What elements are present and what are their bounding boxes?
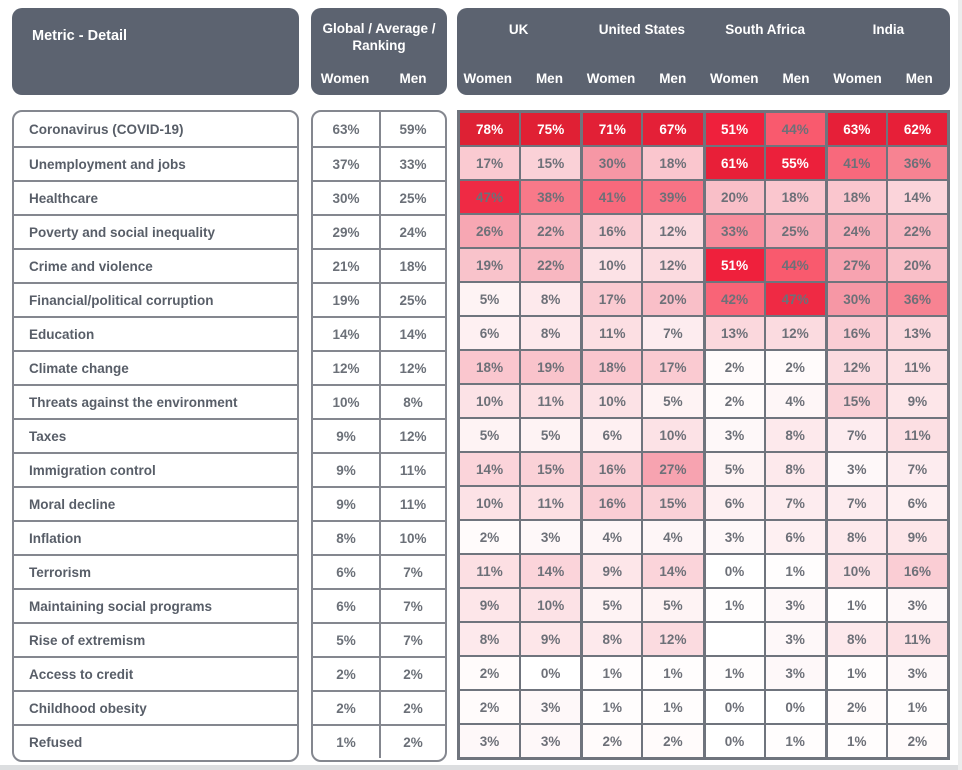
heat-cell: 62% — [887, 112, 948, 146]
global-value-cell: 8% — [379, 384, 445, 418]
metric-label: Crime and violence — [14, 248, 297, 282]
metric-label: Coronavirus (COVID-19) — [29, 121, 184, 137]
heat-cell: 8% — [826, 520, 887, 554]
metric-label: Maintaining social programs — [14, 588, 297, 622]
heat-cell: 7% — [765, 486, 826, 520]
heat-cell: 5% — [581, 588, 642, 622]
heat-cell: 44% — [765, 112, 826, 146]
global-value-cell: 12% — [379, 418, 445, 452]
heat-cell: 0% — [704, 724, 765, 758]
heat-cell: 22% — [520, 248, 581, 282]
scan-edge-right — [958, 0, 962, 770]
metric-label: Terrorism — [14, 554, 297, 588]
heat-cell: 1% — [704, 588, 765, 622]
global-value-cell: 21% — [313, 248, 379, 282]
metric-label: Refused — [14, 724, 297, 758]
heat-cell: 26% — [459, 214, 520, 248]
heat-cell: 9% — [887, 384, 948, 418]
heat-cell: 71% — [581, 112, 642, 146]
heat-cell: 14% — [520, 554, 581, 588]
heat-cell: 11% — [887, 350, 948, 384]
heat-cell: 16% — [581, 452, 642, 486]
heat-cell: 5% — [520, 418, 581, 452]
heat-cell: 25% — [765, 214, 826, 248]
heat-cell: 1% — [826, 724, 887, 758]
heat-cell: 19% — [520, 350, 581, 384]
heat-cell: 17% — [642, 350, 703, 384]
metric-label: Financial/political corruption — [14, 282, 297, 316]
heat-cell: 9% — [459, 588, 520, 622]
heat-cell: 4% — [581, 520, 642, 554]
global-value-cell: 25% — [379, 180, 445, 214]
heat-cell: 1% — [642, 690, 703, 724]
global-value-cell: 12% — [313, 350, 379, 384]
scan-edge-bottom — [0, 765, 962, 770]
global-header-line1: Global / Average / — [322, 21, 436, 36]
global-value-cell: 11% — [379, 486, 445, 520]
heat-cell: 67% — [642, 112, 703, 146]
heat-cell: 33% — [704, 214, 765, 248]
heat-cell: 12% — [826, 350, 887, 384]
heat-cell: 7% — [887, 452, 948, 486]
heat-cell: 8% — [765, 452, 826, 486]
heat-cell: 4% — [642, 520, 703, 554]
heat-cell: 22% — [520, 214, 581, 248]
heat-cell: 30% — [581, 146, 642, 180]
heat-cell: 3% — [459, 724, 520, 758]
heat-cell: 3% — [765, 656, 826, 690]
heat-cell: 1% — [581, 656, 642, 690]
global-value-cell: 6% — [313, 588, 379, 622]
heat-cell: 2% — [826, 690, 887, 724]
heat-cell: 0% — [704, 690, 765, 724]
heat-cell: 12% — [642, 248, 703, 282]
heat-cell: 11% — [887, 622, 948, 656]
heat-cell: 6% — [704, 486, 765, 520]
heat-cell: 11% — [520, 384, 581, 418]
heat-cell: 5% — [704, 452, 765, 486]
global-value-cell: 2% — [313, 656, 379, 690]
heat-cell: 17% — [459, 146, 520, 180]
heat-cell: 10% — [581, 384, 642, 418]
heat-cell: 0% — [520, 656, 581, 690]
heat-cell: 0% — [704, 554, 765, 588]
global-value-cell: 9% — [313, 452, 379, 486]
global-value-cell: 9% — [313, 418, 379, 452]
heat-cell: 18% — [826, 180, 887, 214]
heat-cell: 10% — [581, 248, 642, 282]
heat-cell: 10% — [520, 588, 581, 622]
metric-header-card — [12, 8, 299, 95]
heat-cell: 16% — [826, 316, 887, 350]
metric-label: Healthcare — [14, 180, 297, 214]
heat-cell: 2% — [581, 724, 642, 758]
global-value-cell: 33% — [379, 146, 445, 180]
metric-label: Inflation — [14, 520, 297, 554]
heat-cell: 13% — [704, 316, 765, 350]
heat-cell: 7% — [826, 418, 887, 452]
gender-label: Men — [905, 71, 933, 86]
heat-cell: 7% — [826, 486, 887, 520]
heat-cell: 39% — [642, 180, 703, 214]
heat-cell: 2% — [887, 724, 948, 758]
heat-cell: 4% — [765, 384, 826, 418]
country-label-uk: UK — [508, 22, 529, 37]
heat-cell: 3% — [520, 724, 581, 758]
metric-label: Taxes — [14, 418, 297, 452]
heat-cell: 6% — [459, 316, 520, 350]
heat-cell: 2% — [704, 350, 765, 384]
metric-label: Immigration control — [14, 452, 297, 486]
heat-cell: 15% — [520, 452, 581, 486]
heat-cell: 20% — [704, 180, 765, 214]
global-header-card — [311, 8, 447, 95]
gender-label: Women — [833, 71, 882, 86]
heat-cell: 3% — [704, 418, 765, 452]
heat-cell: 3% — [765, 622, 826, 656]
heat-cell: 16% — [581, 486, 642, 520]
global-value-cell: 37% — [313, 146, 379, 180]
metric-label: Climate change — [14, 350, 297, 384]
heat-cell: 8% — [520, 282, 581, 316]
metric-list — [12, 110, 299, 762]
metric-label: Education — [14, 316, 297, 350]
heat-cell: 8% — [826, 622, 887, 656]
global-value-cell: 2% — [379, 724, 445, 758]
heat-cell: 51% — [704, 248, 765, 282]
global-value-cell: 10% — [313, 384, 379, 418]
heat-cell: 2% — [459, 656, 520, 690]
heat-cell: 6% — [887, 486, 948, 520]
heat-cell: 22% — [887, 214, 948, 248]
global-values-panel — [311, 110, 447, 762]
heat-cell: 42% — [704, 282, 765, 316]
heat-cell: 1% — [765, 554, 826, 588]
global-value-cell: 30% — [313, 180, 379, 214]
heat-cell: 61% — [704, 146, 765, 180]
heat-cell: 6% — [765, 520, 826, 554]
heat-cell: 1% — [887, 690, 948, 724]
gender-label: Men — [782, 71, 810, 86]
metric-label: Moral decline — [14, 486, 297, 520]
heat-cell: 16% — [887, 554, 948, 588]
heat-cell: 3% — [520, 520, 581, 554]
gender-label: Men — [659, 71, 687, 86]
heat-cell: 18% — [459, 350, 520, 384]
heat-cell: 19% — [459, 248, 520, 282]
heat-cell: 12% — [642, 622, 703, 656]
heat-cell: 1% — [826, 656, 887, 690]
heat-cell: 44% — [765, 248, 826, 282]
country-label-united-states: United States — [598, 22, 686, 37]
global-value-cell: 12% — [379, 350, 445, 384]
heat-cell: 47% — [765, 282, 826, 316]
global-value-cell: 19% — [313, 282, 379, 316]
global-value-cell: 14% — [379, 316, 445, 350]
heat-cell: 12% — [765, 316, 826, 350]
global-value-cell: 25% — [379, 282, 445, 316]
heat-cell: 2% — [704, 384, 765, 418]
heat-cell: 16% — [581, 214, 642, 248]
global-value-cell: 7% — [379, 588, 445, 622]
heat-cell: 1% — [642, 656, 703, 690]
country-gender-row — [457, 71, 950, 86]
heat-cell — [704, 622, 765, 656]
heat-cell: 15% — [642, 486, 703, 520]
heat-cell: 2% — [459, 520, 520, 554]
countries-header-card — [457, 8, 950, 95]
heat-cell: 11% — [581, 316, 642, 350]
heat-cell: 2% — [765, 350, 826, 384]
heat-cell: 5% — [642, 384, 703, 418]
heat-cell: 3% — [765, 588, 826, 622]
heat-cell: 3% — [704, 520, 765, 554]
heat-cell: 11% — [459, 554, 520, 588]
global-value-cell: 8% — [313, 520, 379, 554]
heat-cell: 1% — [704, 656, 765, 690]
metric-header-title: Metric - Detail — [32, 28, 128, 44]
global-value-cell: 18% — [379, 248, 445, 282]
heat-cell: 8% — [520, 316, 581, 350]
gender-label-men: Men — [399, 71, 427, 86]
heat-cell: 8% — [581, 622, 642, 656]
heat-cell: 1% — [581, 690, 642, 724]
heat-cell: 8% — [459, 622, 520, 656]
gender-label: Men — [535, 71, 563, 86]
heat-cell: 27% — [642, 452, 703, 486]
gender-label-women: Women — [320, 71, 370, 86]
metric-label: Rise of extremism — [14, 622, 297, 656]
heat-cell: 55% — [765, 146, 826, 180]
heat-cell: 11% — [520, 486, 581, 520]
heat-cell: 47% — [459, 180, 520, 214]
heat-cell: 10% — [642, 418, 703, 452]
metric-label: Childhood obesity — [14, 690, 297, 724]
global-value-cell: 10% — [379, 520, 445, 554]
global-value-cell: 2% — [313, 690, 379, 724]
heat-cell: 3% — [520, 690, 581, 724]
heat-cell: 14% — [459, 452, 520, 486]
heat-cell: 6% — [581, 418, 642, 452]
heat-cell: 20% — [642, 282, 703, 316]
heat-cell: 2% — [459, 690, 520, 724]
heat-cell: 10% — [459, 486, 520, 520]
heat-cell: 27% — [826, 248, 887, 282]
global-value-cell: 24% — [379, 214, 445, 248]
heat-cell: 12% — [642, 214, 703, 248]
heat-cell: 17% — [581, 282, 642, 316]
heat-cell: 11% — [887, 418, 948, 452]
global-value-cell: 7% — [379, 554, 445, 588]
global-value-cell: 6% — [313, 554, 379, 588]
global-value-cell: 2% — [379, 656, 445, 690]
heat-cell: 36% — [887, 282, 948, 316]
heat-cell: 3% — [826, 452, 887, 486]
heat-cell: 3% — [887, 656, 948, 690]
heat-cell: 5% — [459, 418, 520, 452]
metric-label: Unemployment and jobs — [14, 146, 297, 180]
heat-cell: 51% — [704, 112, 765, 146]
heatmap-grid — [457, 110, 950, 760]
heat-cell: 0% — [765, 690, 826, 724]
global-gender-row — [311, 71, 447, 86]
heat-cell: 41% — [826, 146, 887, 180]
global-value-cell: 1% — [313, 724, 379, 758]
global-value-cell: 59% — [379, 112, 445, 146]
heat-cell: 30% — [826, 282, 887, 316]
heat-cell: 9% — [887, 520, 948, 554]
metric-label: Access to credit — [14, 656, 297, 690]
heat-cell: 41% — [581, 180, 642, 214]
heat-cell: 9% — [581, 554, 642, 588]
heat-cell: 10% — [826, 554, 887, 588]
heat-cell: 78% — [459, 112, 520, 146]
heat-cell: 36% — [887, 146, 948, 180]
heat-cell: 14% — [642, 554, 703, 588]
heat-cell: 14% — [887, 180, 948, 214]
heat-cell: 18% — [581, 350, 642, 384]
heat-cell: 1% — [765, 724, 826, 758]
global-value-cell: 2% — [379, 690, 445, 724]
heat-cell: 13% — [887, 316, 948, 350]
global-value-cell: 29% — [313, 214, 379, 248]
global-value-cell: 14% — [313, 316, 379, 350]
heat-cell: 75% — [520, 112, 581, 146]
country-label-south-africa: South Africa — [725, 22, 805, 37]
gender-label: Women — [586, 71, 636, 86]
heat-cell: 20% — [887, 248, 948, 282]
global-value-cell: 9% — [313, 486, 379, 520]
global-value-cell: 7% — [379, 622, 445, 656]
heat-cell: 15% — [520, 146, 581, 180]
heat-cell: 5% — [642, 588, 703, 622]
global-header-line2: Ranking — [352, 38, 406, 53]
metric-label: Poverty and social inequality — [14, 214, 297, 248]
heat-cell: 5% — [459, 282, 520, 316]
global-value-cell: 63% — [332, 121, 360, 137]
heat-cell: 10% — [459, 384, 520, 418]
country-row — [457, 22, 950, 37]
heat-cell: 7% — [642, 316, 703, 350]
heat-cell: 18% — [642, 146, 703, 180]
gender-label: Women — [710, 71, 759, 86]
heat-cell: 8% — [765, 418, 826, 452]
metric-label: Threats against the environment — [14, 384, 297, 418]
gender-label: Women — [463, 71, 513, 86]
global-value-cell: 5% — [313, 622, 379, 656]
heat-cell: 18% — [765, 180, 826, 214]
heat-cell: 24% — [826, 214, 887, 248]
country-label-india: India — [872, 22, 905, 37]
heat-cell: 63% — [826, 112, 887, 146]
heat-cell: 2% — [642, 724, 703, 758]
heat-cell: 15% — [826, 384, 887, 418]
heat-cell: 3% — [887, 588, 948, 622]
heat-cell: 38% — [520, 180, 581, 214]
global-value-cell: 11% — [379, 452, 445, 486]
heat-cell: 9% — [520, 622, 581, 656]
heat-cell: 1% — [826, 588, 887, 622]
